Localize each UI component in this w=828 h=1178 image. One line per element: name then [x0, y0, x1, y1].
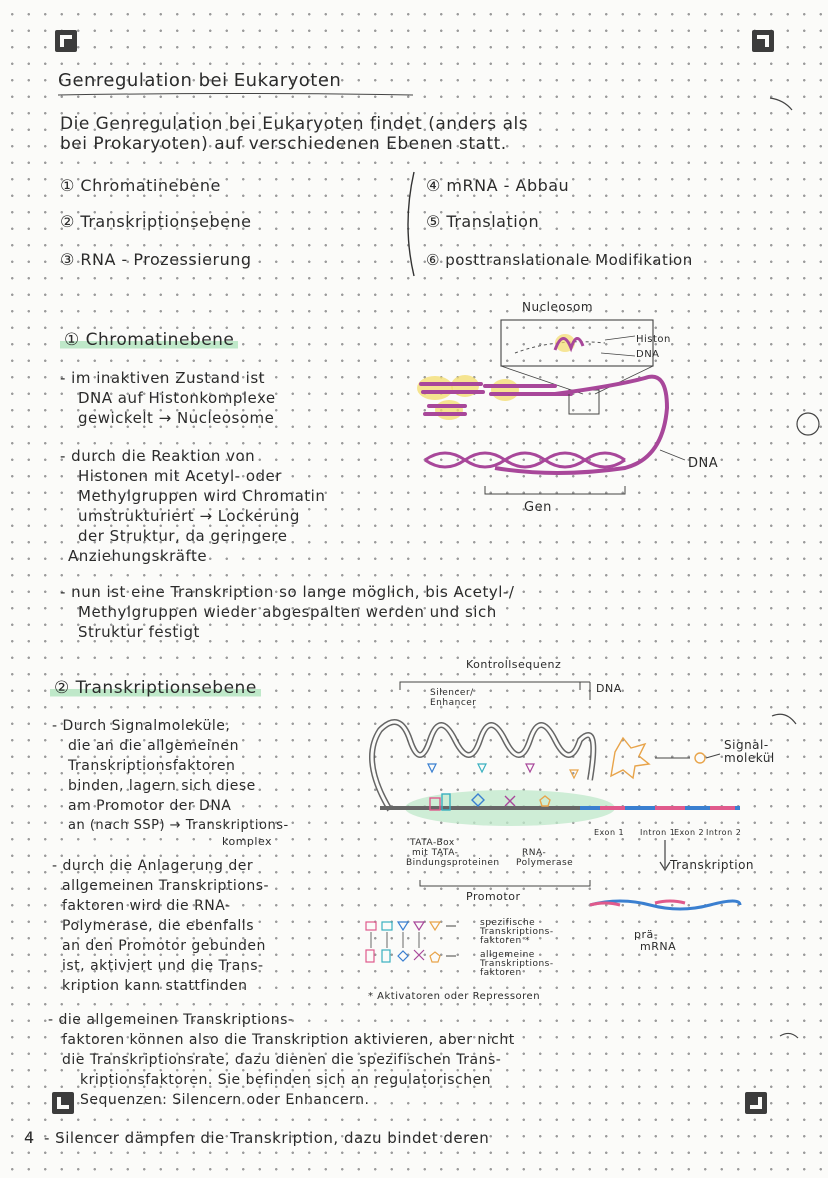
s1-b1-line-3: gewickelt → Nucleosome — [78, 409, 275, 427]
label-transkription: Transkription — [670, 858, 755, 872]
s1-b3-line-1: - nun ist eine Transkription so lange möglich, bis Acetyl-/ — [60, 583, 515, 601]
s2-b1-line-2: die an die allgemeinen — [68, 738, 239, 754]
legend-specific-1: spezifische — [480, 918, 536, 928]
page-marker-4: 4 — [24, 1128, 35, 1147]
s1-b3-line-2: Methylgruppen wieder abgespalten werden und sich — [78, 603, 497, 621]
section1-heading-text: ① Chromatinebene — [60, 330, 238, 350]
s2-b1-line-1: - Durch Signalmoleküle, — [52, 718, 231, 734]
nucleosome-inset-box — [501, 320, 653, 366]
s1-b1-line-2: DNA auf Histonkomplexe — [78, 389, 276, 407]
corner-marker-top-left — [55, 30, 77, 52]
s2-b1-line-6: an (nach SSP) → Transkriptions- — [68, 818, 289, 833]
s1-b3-line-3: Struktur festigt — [78, 623, 200, 641]
label-intron-1: Intron 1 — [640, 828, 676, 837]
s1-b2-line-5: der Struktur, da geringere — [78, 527, 288, 545]
s2-b2-line-6: ist, aktiviert und die Trans- — [62, 958, 264, 974]
corner-marker-top-right — [752, 30, 774, 52]
label-molekuel: molekül — [724, 751, 775, 765]
s2-b1-line-7: komplex — [222, 835, 273, 848]
s2-b3-line-1: - die allgemeinen Transkriptions- — [48, 1012, 294, 1028]
level-item-2: ② Transkriptionsebene — [60, 212, 252, 231]
s1-b2-line-3: Methylgruppen wird Chromatin — [78, 487, 326, 505]
page-title: Genregulation bei Eukaryoten — [58, 70, 342, 91]
legend-general-3: faktoren — [480, 968, 522, 978]
s2-b2-line-2: allgemeinen Transkriptions- — [62, 878, 270, 894]
label-rna-2: Polymerase — [516, 858, 574, 868]
s2-b3-line-4: kriptionsfaktoren. Sie befinden sich an regulatorischen — [80, 1072, 492, 1088]
s1-b2-line-6: Anziehungskräfte — [68, 547, 208, 565]
s2-b3-line-3: die Transkriptionsrate, dazu dienen die spezifischen Trans- — [62, 1052, 502, 1068]
legend-specific-2: Transkriptions- — [480, 927, 554, 937]
section2-heading-text: ② Transkriptionsebene — [50, 678, 261, 698]
s1-b2-line-4: umstrukturiert → Lockerung — [78, 507, 300, 525]
bracket-divider — [398, 170, 422, 280]
s2-b1-line-4: binden, lagern sich diese — [68, 778, 256, 794]
label-kontrollsequenz: Kontrollsequenz — [466, 658, 562, 671]
label-intron-2: Intron 2 — [706, 828, 742, 837]
label-exon-1: Exon 1 — [594, 828, 625, 837]
level-item-4: ④ mRNA - Abbau — [426, 176, 570, 195]
label-dna-inset: DNA — [636, 349, 660, 360]
label-tata-1: TATA-Box — [410, 838, 455, 848]
legend-specific-3: faktoren * — [480, 936, 531, 946]
s1-b2-line-1: - durch die Reaktion von — [60, 447, 256, 465]
s2-b2-line-7: kription kann stattfinden — [62, 978, 248, 994]
s1-b2-line-2: Histonen mit Acetyl- oder — [78, 467, 282, 485]
label-prae: prä- — [634, 928, 659, 941]
label-gen: Gen — [524, 500, 552, 515]
intro-line-2: bei Prokaryoten) auf verschiedenen Ebenen statt. — [60, 134, 507, 154]
label-silencer: Silencer/ — [430, 688, 474, 698]
label-tata-3: Bindungsproteinen — [406, 858, 500, 868]
label-dna-chromatin: DNA — [688, 456, 719, 471]
label-rna-1: RNA- — [522, 848, 547, 858]
s2-b2-line-5: an den Promotor gebunden — [62, 938, 266, 954]
label-tata-2: mit TATA- — [412, 848, 459, 858]
section2-heading — [50, 678, 261, 698]
label-promotor: Promotor — [466, 890, 521, 903]
level-item-5: ⑤ Translation — [426, 212, 540, 231]
level-item-1: ① Chromatinebene — [60, 176, 221, 195]
s2-b3-line-5: Sequenzen: Silencern oder Enhancern. — [80, 1092, 370, 1108]
title-underline — [58, 92, 418, 98]
label-dna-transcription: DNA — [596, 682, 622, 695]
label-histon: Histon — [636, 334, 671, 345]
s2-b2-line-1: - durch die Anlagerung der — [52, 858, 254, 874]
legend-general-1: allgemeine — [480, 950, 535, 960]
s2-b2-line-3: faktoren wird die RNA- — [62, 898, 231, 914]
s2-b1-line-5: am Promotor der DNA — [68, 798, 232, 814]
label-nucleosom: Nucleosom — [522, 300, 594, 314]
s2-b3-line-2: faktoren können also die Transkription aktivieren, aber nicht — [62, 1032, 515, 1048]
s2-b1-line-3: Transkriptionsfaktoren — [68, 758, 236, 774]
s2-b4-line-1: - Silencer dämpfen die Transkription, dazu bindet deren — [44, 1129, 490, 1147]
corner-marker-bottom-left — [52, 1092, 74, 1114]
s1-b1-line-1: - im inaktiven Zustand ist — [60, 369, 266, 387]
label-exon-2: Exon 2 — [674, 828, 705, 837]
chromatin-diagram — [405, 298, 775, 528]
section1-heading — [60, 330, 238, 350]
corner-marker-bottom-right — [745, 1092, 767, 1114]
intro-line-1: Die Genregulation bei Eukaryoten findet (anders als — [60, 114, 529, 134]
level-item-3: ③ RNA - Prozessierung — [60, 250, 252, 269]
legend-footnote: * Aktivatoren oder Repressoren — [368, 991, 541, 1002]
legend-general-2: Transkriptions- — [480, 959, 554, 969]
label-enhancer: Enhancer — [430, 698, 477, 708]
label-signal: Signal- — [724, 738, 769, 752]
label-mrna: mRNA — [640, 940, 677, 953]
level-item-6: ⑥ posttranslationale Modifikation — [426, 251, 693, 269]
s2-b2-line-4: Polymerase, die ebenfalls — [62, 918, 254, 934]
